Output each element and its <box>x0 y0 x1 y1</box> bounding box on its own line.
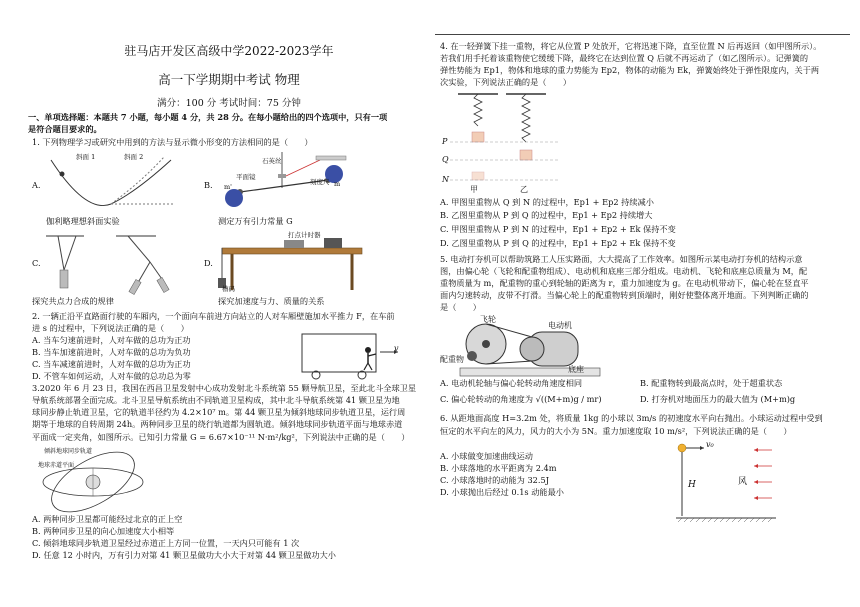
mass-m2-label: m <box>334 180 341 188</box>
motor-label: 电动机 <box>548 321 572 330</box>
q4-stem-4: 次实验，下列说法正确的是（ ） <box>440 77 572 87</box>
equator-plane-label: 地球赤道平面 <box>38 462 75 469</box>
incline1-label: 斜面 1 <box>76 153 96 161</box>
force-composition-figure <box>46 232 176 294</box>
position-n-label: N <box>442 175 449 184</box>
q5-stem-3: 重物质量为 m，配重物的重心到轮轴的距离为 r，重力加速度为 g。在电动机带动下，偏心轮在竖直平 <box>440 278 809 288</box>
mirror-label: 平面镜 <box>236 173 256 181</box>
q6-option-c: C. 小球落地时的动能为 32.5J <box>440 475 549 485</box>
left-column <box>28 0 430 607</box>
q1-stem: 1. 下列物理学习或研究中用到的方法与显示微小形变的方法相同的是（ ） <box>32 137 313 147</box>
q2-stem-1: 2. 一辆正沿平直路面行驶的车厢内，一个面向车前进方向站立的人对车厢壁施加水平推力 F，在车前 <box>32 311 395 321</box>
q5-stem-4: 面内匀速转动，皮带不打滑。当偏心轮上的配重物转到顶端时，刚好使整体离开地面。下列判断正确的 <box>440 290 809 300</box>
q1-option-a: A. <box>32 180 41 190</box>
q2-stem-2: 进 s 的过程中，下列说法正确的是（ ） <box>32 323 189 333</box>
q2-option-d: D. 不管车如何运动，人对车做的总功总为零 <box>32 371 191 381</box>
q6-option-d: D. 小球抛出后经过 0.1s 动能最小 <box>440 487 564 497</box>
q4-stem-3: 弹性势能为 Ep1，物体和地球的重力势能为 Ep2，物体的动能为 Ek，弹簧始终处于弹性限度内，关于两 <box>440 65 820 75</box>
q4-stem-2: 若我们用手托着该重物使它缓缓下降，最终它在达到位置 Q 后就不再运动了（如乙图所示）。记弹簧的 <box>440 53 809 63</box>
figure-jia-label: 甲 <box>470 185 478 194</box>
base-label: 底座 <box>568 365 584 374</box>
exam-title: 高一下学期期中考试 物理 <box>158 72 300 87</box>
flywheel-label: 飞轮 <box>480 315 496 324</box>
position-p-label: P <box>442 137 448 146</box>
q3-option-c: C. 倾斜地球同步轨道卫星经过赤道正上方同一位置，一天内只可能有 1 次 <box>32 538 300 548</box>
orbit-figure <box>38 446 148 516</box>
q1-b-caption: 测定万有引力常量 G <box>218 216 293 226</box>
q3-stem-1: 3.2020 年 6 月 23 日，我国在西昌卫星发射中心成功发射北斗系统第 55 颗导航卫星，至此北斗全球卫星 <box>32 383 417 393</box>
galileo-incline-figure <box>46 152 176 212</box>
q5-option-c: C. 偏心轮转动的角速度为 √((M+m)g / mr) <box>440 394 602 404</box>
q2-option-c: C. 当车减速前进时，人对车做的总功为正功 <box>32 359 191 369</box>
q3-option-a: A. 两种同步卫星都可能经过北京的正上空 <box>32 514 183 524</box>
q4-option-a: A. 甲图里重物从 Q 到 N 的过程中，Ep1 + Ep2 持续减小 <box>440 197 654 207</box>
q5-option-a: A. 电动机轮轴与偏心轮转动角速度相同 <box>440 378 583 388</box>
q6-stem-1: 6. 从距地面高度 H=3.2m 处，将质量 1kg 的小球以 3m/s 的初速度水平向右抛出。小球运动过程中受到 <box>440 413 823 423</box>
q3-stem-3: 球同步静止轨道卫星，它的轨道半径约为 4.2×10⁷ m。第 44 颗卫星为倾斜地球同步轨道卫星，运行周 <box>32 407 406 417</box>
acceleration-cart-figure <box>220 234 364 292</box>
wind-label: 风 <box>738 477 748 487</box>
q5-stem-1: 5. 电动打夯机可以帮助筑路工人压实路面，大大提高了工作效率。如图所示某电动打夯机的结构示意 <box>440 254 803 264</box>
figure-yi-label: 乙 <box>520 185 528 194</box>
scale-label: 刻度尺 <box>310 178 330 186</box>
q3-stem-4: 期等于地球的自转周期 24h。两种同步卫星的绕行轨道都为圆轨道。倾斜地球同步轨道平面与地球赤道 <box>32 419 403 429</box>
q5-option-b: B. 配重物转到最高点时，处于超重状态 <box>640 378 783 388</box>
counterweight-label: 配重物 <box>440 355 464 364</box>
rammer-figure <box>458 318 608 378</box>
section-heading-cont: 是符合题目要求的。 <box>28 124 102 134</box>
q2-option-a: A. 当车匀速前进时，人对车做的总功为正功 <box>32 335 191 345</box>
velocity-label: v <box>394 344 399 353</box>
mass-m1-label: m' <box>224 183 232 191</box>
q6-option-b: B. 小球落地的水平距离为 2.4m <box>440 463 557 473</box>
q4-stem-1: 4. 在一轻弹簧下挂一重物，将它从位置 P 处放开，它将迅速下降，直至位置 N 后再返回（如甲图所示）。 <box>440 41 822 51</box>
q5-stem-5: 是（ ） <box>440 302 481 312</box>
spring-figure <box>450 92 570 188</box>
q2-option-b: B. 当车加速前进时，人对车做的总功为负功 <box>32 347 191 357</box>
timer-label: 打点计时器 <box>288 231 321 239</box>
q4-option-b: B. 乙图里重物从 P 到 Q 的过程中，Ep1 + Ep2 持续增大 <box>440 210 653 220</box>
q3-stem-5: 平面成一定夹角，如图所示。已知引力常量 G = 6.67×10⁻¹¹ N·m²/kg²，下列说法中正确的是（ ） <box>32 432 410 442</box>
q3-stem-2: 导航系统部署全面完成。北斗卫星导航系统由不同轨道卫星构成，其中北斗导航系统第 41 颗卫星为地 <box>32 395 400 405</box>
q1-d-caption: 探究加速度与力、质量的关系 <box>218 296 325 306</box>
q1-a-caption: 伽利略理想斜面实验 <box>46 216 120 226</box>
right-column <box>440 0 846 607</box>
section-heading: 一、单项选择题：本题共 7 小题，每小题 4 分，共 28 分。在每小题给出的四个选项中，只有一项 <box>28 112 388 122</box>
q3-option-b: B. 两种同步卫星的向心加速度大小相等 <box>32 526 175 536</box>
q4-option-c: C. 甲图里重物从 P 到 N 的过程中，Ep1 + Ep2 + Ek 保持不变 <box>440 224 676 234</box>
height-label: H <box>688 480 696 490</box>
inclined-orbit-label: 倾斜地球同步轨道 <box>44 448 93 455</box>
position-q-label: Q <box>442 155 449 164</box>
hook-weight-label: 槽码 <box>222 285 235 293</box>
cavendish-figure <box>220 150 350 216</box>
carriage-figure <box>300 330 400 380</box>
q3-option-d: D. 任意 12 小时内，万有引力对第 41 颗卫星做功大小大于对第 44 颗卫星做功大小 <box>32 550 336 560</box>
q1-c-caption: 探究共点力合成的规律 <box>32 296 114 306</box>
incline2-label: 斜面 2 <box>124 153 144 161</box>
q4-option-d: D. 乙图里重物从 P 到 Q 的过程中，Ep1 + Ep2 + Ek 保持不变 <box>440 238 676 248</box>
q5-stem-2: 图，由偏心轮（飞轮和配重物组成）、电动机和底座三部分组成。电动机、飞轮和底座总质量为 M，配 <box>440 266 808 276</box>
q6-option-a: A. 小球做变加速曲线运动 <box>440 451 533 461</box>
q1-option-b: B. <box>204 180 213 190</box>
quartz-label: 石英丝 <box>262 157 282 165</box>
q1-option-d: D. <box>204 258 213 268</box>
exam-meta: 满分：100 分 考试时间：75 分钟 <box>157 98 301 109</box>
q1-option-c: C. <box>32 258 41 268</box>
initial-velocity-label: v₀ <box>706 440 714 449</box>
q6-stem-2: 恒定的水平向左的风力，风力的大小为 5N。重力加速度取 10 m/s²，下列说法正确的是（ ） <box>440 426 792 436</box>
q5-option-d: D. 打夯机对地面压力的最大值为 (M+m)g <box>640 394 796 404</box>
school-title: 驻马店开发区高级中学2022-2023学年 <box>124 44 334 58</box>
